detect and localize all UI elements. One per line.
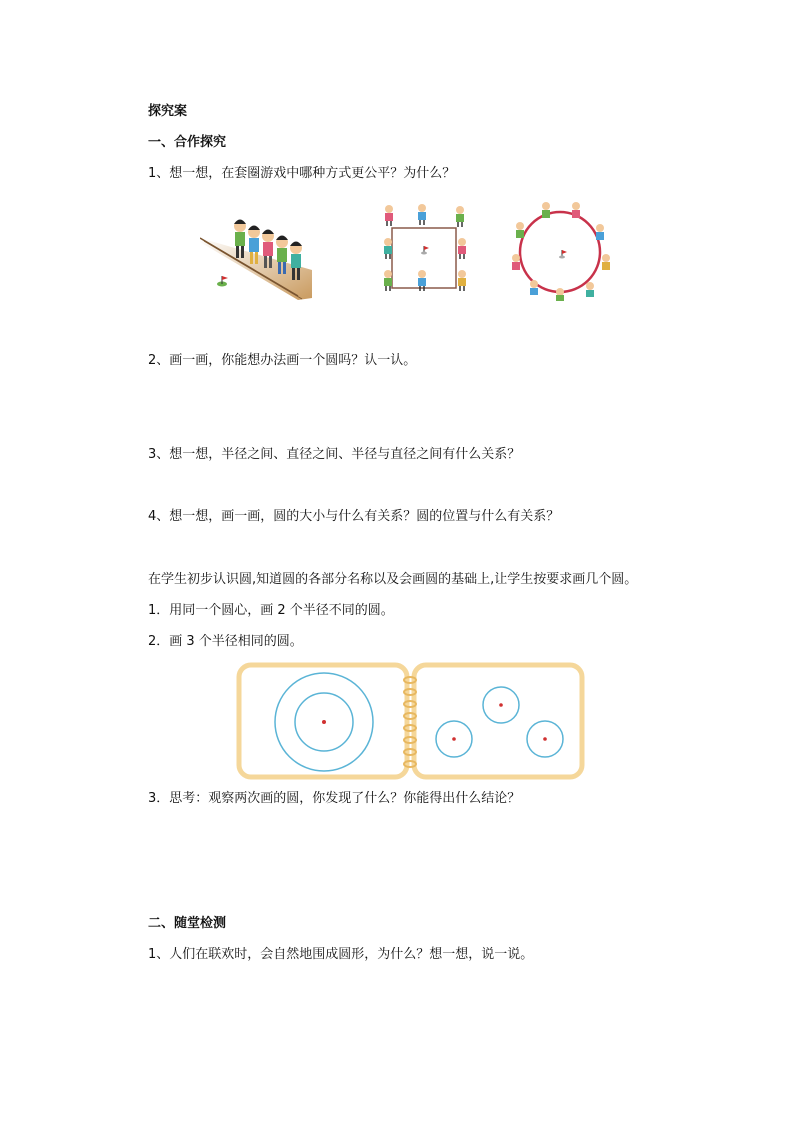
section-heading-2: 二、随堂检测 [148, 916, 227, 931]
question-3: 3、想一想，半径之间、直径之间、半径与直径之间有什么关系？ [148, 447, 521, 462]
intro-paragraph: 在学生初步认识圆,知道圆的各部分名称以及会画圆的基础上,让学生按要求画几个圆。 [148, 572, 638, 587]
question-1: 1、想一想，在套圈游戏中哪种方式更公平？为什么？ [148, 166, 456, 181]
section-heading-1: 一、合作探究 [148, 135, 227, 150]
circle-of-children-icon [508, 198, 614, 302]
task-1: 1．用同一个圆心，画 2 个半径不同的圆。 [148, 603, 394, 618]
page-title: 探究案 [148, 104, 188, 119]
checkpoint-question-1: 1、人们在联欢时，会自然地围成圆形，为什么？想一想，说一说。 [148, 947, 534, 962]
line-of-children-icon [200, 210, 312, 302]
task-2: 2．画 3 个半径相同的圆。 [148, 634, 303, 649]
circle-drawing-board-icon [236, 662, 586, 780]
task-3: 3．思考：观察两次画的圆，你发现了什么？你能得出什么结论？ [148, 791, 521, 806]
question-2: 2、画一画，你能想办法画一个圆吗？认一认。 [148, 353, 417, 368]
question-4: 4、想一想，画一画，圆的大小与什么有关系？圆的位置与什么有关系？ [148, 509, 560, 524]
square-of-children-icon [380, 200, 470, 298]
